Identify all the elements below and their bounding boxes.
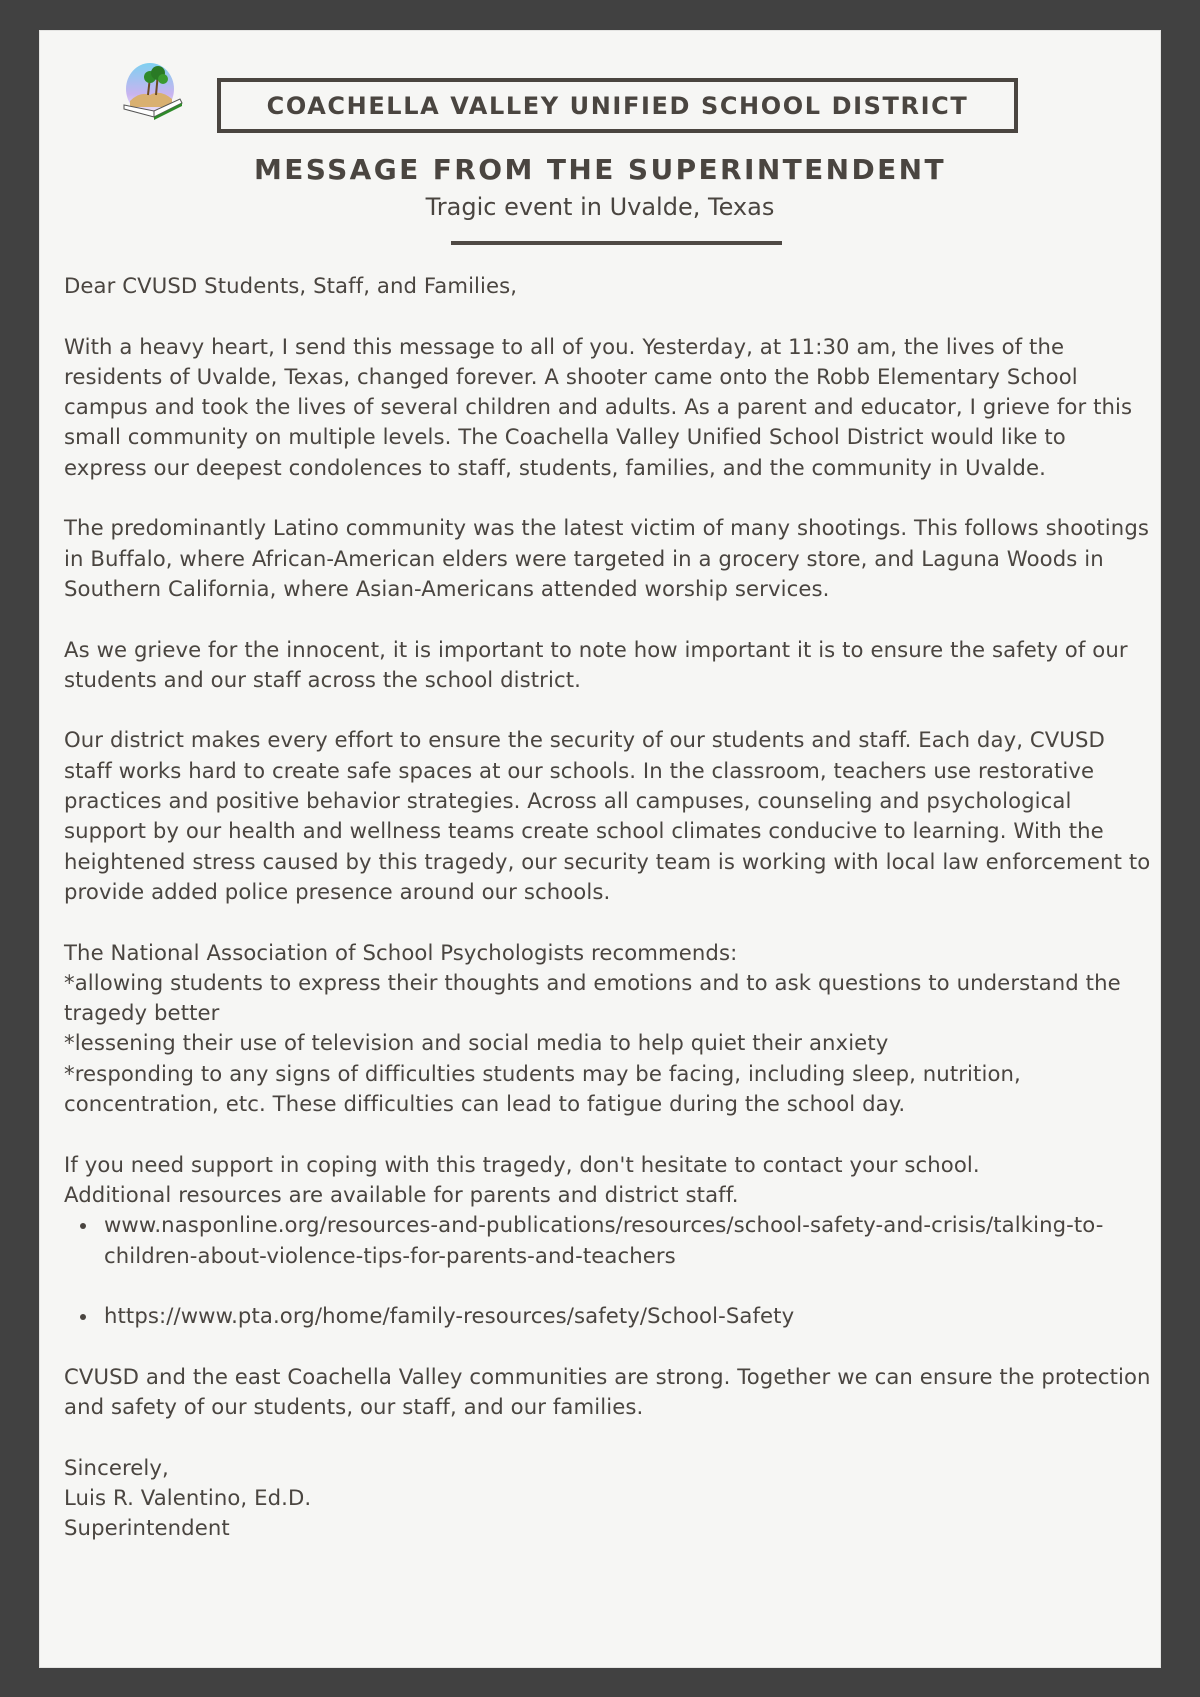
recommendation-item: *lessening their use of television and social media to help quiet their anxiety [64, 1030, 889, 1056]
support-section [64, 1150, 1154, 1332]
list-spacer [104, 1271, 1154, 1301]
page-title: MESSAGE FROM THE SUPERINTENDENT [253, 153, 947, 186]
title-divider [451, 241, 782, 245]
closing-paragraph: CVUSD and the east Coachella Valley communities are strong. Together we can ensure the protection and safety of our students, our staff, and our families. [64, 1363, 1151, 1419]
paragraph: Our district makes every effort to ensure the security of our students and staff. Each day, CVUSD staff works hard to create safe spaces at our schools. In the classroom, teachers use restorative practices and positive behavior strategies. Across all campuses, counseling and psychological support by our health and wellness teams create school climates conducive to learning. With the heightened stress caused by this tragedy, our security team is working with local law enforcement to provide added police presence around our schools. [64, 727, 1151, 904]
support-text: Additional resources are available for parents and district staff. [64, 1181, 739, 1207]
recommendation-item: *responding to any signs of difficulties students may be facing, including sleep, nutrition, concentration, etc. These difficulties can lead to fatigue during the school day. [64, 1060, 1021, 1117]
greeting: Dear CVUSD Students, Staff, and Families, [64, 273, 518, 298]
recommendations [64, 938, 1154, 1120]
signature-block [64, 1453, 1154, 1544]
district-name: COACHELLA VALLEY UNIFIED SCHOOL DISTRICT [266, 91, 969, 120]
spacer [64, 1331, 1154, 1361]
recommendations-intro: The National Association of School Psychologists recommends: [64, 939, 738, 965]
paragraph: The predominantly Latino community was the latest victim of many shootings. This follows shootings in Buffalo, where African-American elders were targeted in a grocery store, and Laguna Woods in Southern California, where Asian-Americans attended worship services. [64, 515, 1150, 601]
paragraph: With a heavy heart, I send this message to all of you. Yesterday, at 11:30 am, the lives of the residents of Uvalde, Texas, changed forever. A shooter came onto the Robb Elementary School campus and took the lives of several children and adults. As a parent and educator, I grieve for this small community on multiple levels. The Coachella Valley Unified School District would like to express our deepest condolences to staff, students, families, and the community in Uvalde. [64, 333, 1133, 480]
pta-resource-link[interactable]: https://www.pta.org/home/family-resources/safety/School-Safety [104, 1303, 795, 1329]
letter-page [40, 31, 1160, 1667]
page-subtitle: Tragic event in Uvalde, Texas [425, 193, 775, 221]
valediction: Sincerely, [64, 1454, 169, 1480]
signer-name: Luis R. Valentino, Ed.D. [64, 1484, 312, 1510]
support-text: If you need support in coping with this tragedy, don't hesitate to contact your school. [64, 1151, 980, 1177]
resource-link-item [104, 1301, 1154, 1331]
resource-links [64, 1210, 1154, 1331]
nasp-resource-link[interactable]: www.nasponline.org/resources-and-publications/resources/school-safety-and-crisis/talking-to-children-about-violence-tips-for-parents-and-teachers [104, 1212, 1104, 1268]
resource-link-item [104, 1210, 1154, 1271]
letter-body [64, 271, 1154, 1543]
district-name-box [217, 78, 1018, 133]
recommendation-item: *allowing students to express their thoughts and emotions and to ask questions to understand the tragedy better [64, 969, 1121, 1026]
paragraph: As we grieve for the innocent, it is important to note how important it is to ensure the safety of our students and our staff across the school district. [64, 636, 1128, 692]
signer-role: Superintendent [64, 1515, 230, 1541]
district-logo-icon [120, 61, 186, 127]
